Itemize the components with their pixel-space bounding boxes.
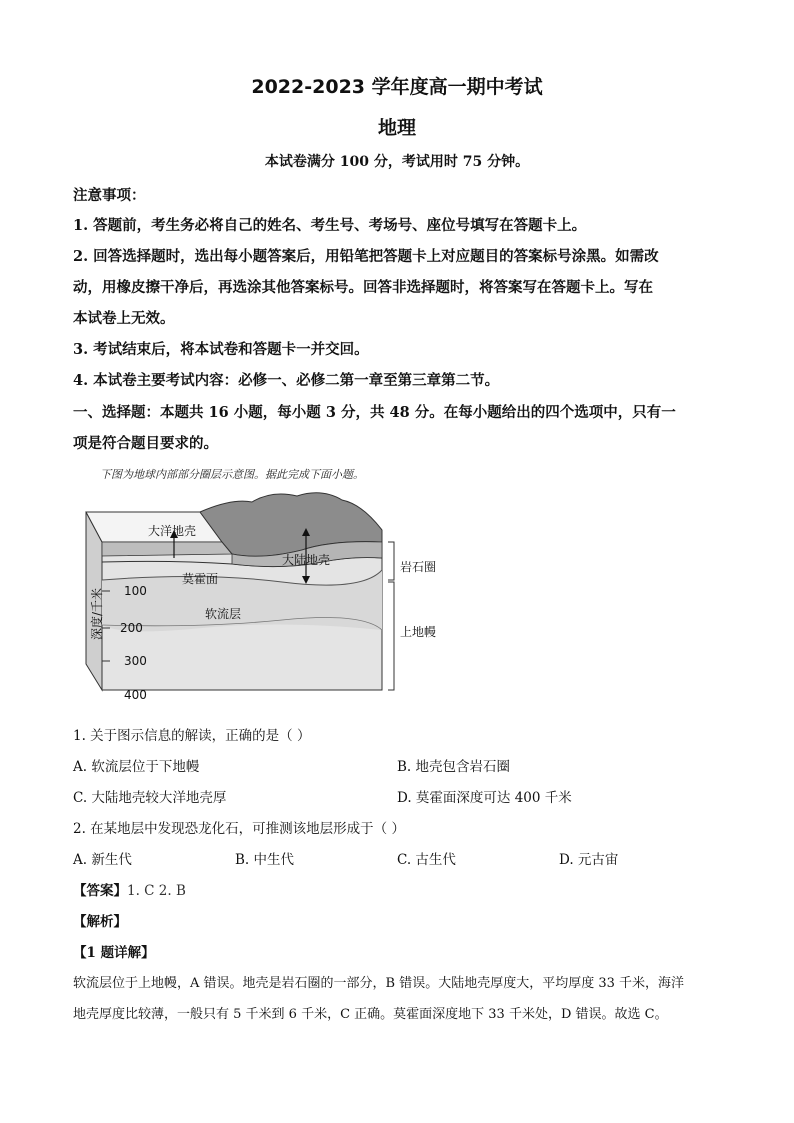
q1-option-c: C. 大陆地壳较大洋地壳厚 — [73, 790, 227, 806]
notes-heading: 注意事项： — [73, 187, 146, 204]
note-item-2-end: 本试卷上无效。 — [73, 310, 175, 327]
note-item-2: 2. 回答选择题时，选出每小题答案后，用铅笔把答题卡上对应题目的答案标号涂黑。如需改 — [73, 248, 659, 265]
note-item-4: 4. 本试卷主要考试内容：必修一、必修二第一章至第三章第二节。 — [73, 372, 500, 389]
depth-tick-200: 200 — [120, 621, 143, 635]
note-item-2-cont: 动，用橡皮擦干净后，再选涂其他答案标号。回答非选择题时，将答案写在答题卡上。写在 — [73, 279, 653, 296]
q2-option-d: D. 元古宙 — [559, 852, 619, 868]
detail-text-line2: 地壳厚度比较薄，一般只有 5 千米到 6 千米，C 正确。莫霍面深度地下 33 千米处，D 错误。故选 C。 — [73, 1007, 668, 1022]
answer-line — [73, 879, 186, 899]
label-ocean-crust: 大洋地壳 — [148, 524, 197, 538]
depth-tick-100: 100 — [124, 584, 147, 598]
q1-option-d: D. 莫霍面深度可达 400 千米 — [397, 790, 572, 806]
q2-option-c: C. 古生代 — [397, 852, 456, 868]
exam-title: 2022-2023 学年度高一期中考试 — [251, 76, 543, 98]
section-heading-line1: 一、选择题：本题共 16 小题，每小题 3 分，共 48 分。在每小题给出的四个选项中，只有一 — [73, 404, 676, 421]
analysis-label: 【解析】 — [73, 914, 127, 930]
subject-title: 地理 — [377, 117, 416, 139]
label-continent-crust: 大陆地壳 — [282, 553, 331, 567]
note-item-3: 3. 考试结束后，将本试卷和答题卡一并交回。 — [73, 341, 369, 358]
label-lithosphere: 岩石圈 — [400, 560, 437, 574]
q2-option-a: A. 新生代 — [73, 852, 132, 868]
question-2-stem: 2. 在某地层中发现恐龙化石，可推测该地层形成于（ ） — [73, 821, 405, 837]
note-item-1: 1. 答题前，考生务必将自己的姓名、考生号、考场号、座位号填写在答题卡上。 — [73, 217, 587, 234]
label-moho: 莫霍面 — [182, 572, 219, 586]
q2-option-b: B. 中生代 — [235, 852, 295, 868]
detail-text-line1: 软流层位于上地幔，A 错误。地壳是岩石圈的一部分，B 错误。大陆地壳厚度大，平均厚度 33 千米，海洋 — [73, 976, 685, 991]
answer-label: 【答案】 — [73, 883, 127, 899]
label-asthenosphere: 软流层 — [205, 607, 242, 621]
q1-option-b: B. 地壳包含岩石圈 — [397, 759, 511, 775]
label-upper-mantle: 上地幔 — [400, 625, 437, 639]
answer-value: 1. C 2. B — [127, 883, 186, 899]
exam-info: 本试卷满分 100 分，考试用时 75 分钟。 — [264, 154, 530, 170]
q1-option-a: A. 软流层位于下地幔 — [73, 759, 200, 775]
section-heading-line2: 项是符合题目要求的。 — [73, 435, 218, 452]
detail-label: 【1 题详解】 — [73, 945, 155, 961]
depth-tick-300: 300 — [124, 654, 147, 668]
label-depth-axis: 深度/千米 — [90, 587, 104, 640]
depth-tick-400: 400 — [124, 688, 147, 702]
figure-caption: 下图为地球内部部分圈层示意图。据此完成下面小题。 — [100, 468, 364, 481]
question-1-stem: 1. 关于图示信息的解读，正确的是（ ） — [73, 728, 311, 744]
